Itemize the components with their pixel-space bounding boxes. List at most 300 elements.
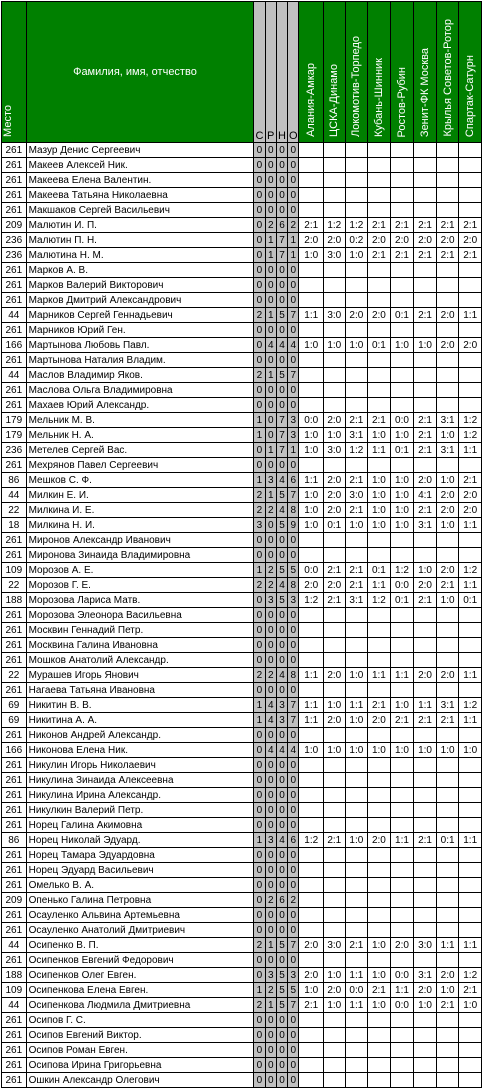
score-cell <box>324 878 346 893</box>
score-cell: 2:0 <box>324 488 346 503</box>
score-cell: 1:2 <box>459 968 482 983</box>
score-cell: 2:1 <box>368 983 391 998</box>
stat-cell: 0 <box>288 533 299 548</box>
table-row <box>2 638 482 653</box>
stat-cell: 0 <box>276 758 287 773</box>
score-cell <box>459 1058 482 1073</box>
stat-cell: 0 <box>265 1058 276 1073</box>
stat-cell: 0 <box>265 653 276 668</box>
name-cell: Морозова Элеонора Васильевна <box>26 608 254 623</box>
score-cell <box>414 638 437 653</box>
score-cell: 2:0 <box>436 563 459 578</box>
score-cell <box>390 323 414 338</box>
stat-cell: 2 <box>254 998 265 1013</box>
place-cell: 261 <box>2 683 27 698</box>
name-cell: Никулкин Валерий Петр. <box>26 803 254 818</box>
stat-cell: 8 <box>288 503 299 518</box>
place-cell: 261 <box>2 548 27 563</box>
name-cell: Осипов Евгений Виктор. <box>26 1028 254 1043</box>
score-cell <box>390 923 414 938</box>
score-cell <box>390 788 414 803</box>
score-cell <box>390 353 414 368</box>
stat-cell: 2 <box>254 938 265 953</box>
stat-cell: 0 <box>276 203 287 218</box>
stat-cell: 0 <box>276 1058 287 1073</box>
score-cell <box>459 908 482 923</box>
score-cell: 1:0 <box>368 428 391 443</box>
score-cell: 2:0 <box>324 473 346 488</box>
match-header: Алания-Амкар <box>299 2 324 143</box>
score-cell <box>436 893 459 908</box>
score-cell <box>299 728 324 743</box>
score-cell <box>414 788 437 803</box>
score-cell <box>299 368 324 383</box>
stat-cell: 0 <box>276 653 287 668</box>
score-cell <box>436 533 459 548</box>
score-cell: 2:0 <box>368 833 391 848</box>
score-cell <box>459 533 482 548</box>
table-row <box>2 893 482 908</box>
place-cell: 236 <box>2 443 27 458</box>
stat-cell: 7 <box>288 368 299 383</box>
name-cell: Никонов Андрей Александр. <box>26 728 254 743</box>
name-cell: Мельник М. В. <box>26 413 254 428</box>
score-cell <box>459 398 482 413</box>
stat-cell: 0 <box>254 953 265 968</box>
stat-cell: 0 <box>276 458 287 473</box>
score-cell: 2:1 <box>459 218 482 233</box>
score-cell <box>299 803 324 818</box>
stat-cell: 0 <box>254 383 265 398</box>
place-cell: 261 <box>2 203 27 218</box>
stat-cell: 0 <box>288 1013 299 1028</box>
score-cell: 2:0 <box>324 983 346 998</box>
score-cell <box>299 383 324 398</box>
score-cell <box>324 263 346 278</box>
score-cell: 2:1 <box>345 578 368 593</box>
score-cell: 1:0 <box>299 338 324 353</box>
stat-cell: 2 <box>254 308 265 323</box>
score-cell: 2:1 <box>459 983 482 998</box>
score-cell <box>414 458 437 473</box>
stat-cell: 0 <box>276 188 287 203</box>
score-cell <box>459 638 482 653</box>
score-cell <box>368 1013 391 1028</box>
place-header: Место <box>2 2 27 143</box>
score-cell <box>459 953 482 968</box>
stat-cell: 9 <box>288 518 299 533</box>
stat-cell: 0 <box>288 1028 299 1043</box>
score-cell <box>299 818 324 833</box>
name-cell: Москвин Геннадий Петр. <box>26 623 254 638</box>
stat-cell: 2 <box>265 983 276 998</box>
stat-cell: 0 <box>265 908 276 923</box>
stat-cell: 0 <box>288 863 299 878</box>
score-cell: 1:1 <box>299 713 324 728</box>
score-cell: 3:1 <box>345 428 368 443</box>
stat-cell: 0 <box>276 398 287 413</box>
stat-cell: 0 <box>265 458 276 473</box>
table-row <box>2 218 482 233</box>
stat-cell: 0 <box>254 233 265 248</box>
name-cell: Осипенков Олег Евген. <box>26 968 254 983</box>
score-cell: 2:0 <box>324 578 346 593</box>
score-cell <box>299 1013 324 1028</box>
table-row <box>2 863 482 878</box>
score-cell <box>324 623 346 638</box>
stat-cell: 0 <box>276 773 287 788</box>
place-cell: 69 <box>2 713 27 728</box>
table-row <box>2 1058 482 1073</box>
stat-cell: 1 <box>265 488 276 503</box>
score-cell: 2:1 <box>414 443 437 458</box>
stat-cell: 0 <box>276 1013 287 1028</box>
score-cell <box>324 758 346 773</box>
score-cell <box>368 458 391 473</box>
name-cell: Осипов Г. С. <box>26 1013 254 1028</box>
score-cell <box>324 848 346 863</box>
score-cell <box>324 1013 346 1028</box>
score-cell <box>324 1058 346 1073</box>
place-cell: 261 <box>2 278 27 293</box>
score-cell <box>390 1013 414 1028</box>
score-cell <box>345 863 368 878</box>
score-cell <box>390 1043 414 1058</box>
table-row <box>2 548 482 563</box>
stat-cell: 0 <box>276 803 287 818</box>
stat-cell: 0 <box>276 323 287 338</box>
stat-cell: 7 <box>276 428 287 443</box>
stat-cell: 0 <box>265 788 276 803</box>
score-cell <box>390 458 414 473</box>
score-cell: 1:0 <box>368 518 391 533</box>
score-cell <box>368 803 391 818</box>
stat-cell: 0 <box>265 158 276 173</box>
score-cell <box>299 278 324 293</box>
score-cell <box>345 548 368 563</box>
stat-header: О <box>288 2 299 143</box>
score-cell: 1:0 <box>368 998 391 1013</box>
stat-cell: 0 <box>265 263 276 278</box>
score-cell <box>436 788 459 803</box>
score-cell: 1:0 <box>436 593 459 608</box>
name-cell: Никулин Игорь Николаевич <box>26 758 254 773</box>
score-cell <box>324 158 346 173</box>
score-cell: 1:2 <box>368 593 391 608</box>
score-cell: 1:0 <box>459 743 482 758</box>
score-cell <box>436 638 459 653</box>
score-cell <box>368 158 391 173</box>
stat-cell: 4 <box>276 473 287 488</box>
place-cell: 166 <box>2 743 27 758</box>
score-cell <box>324 953 346 968</box>
stat-cell: 5 <box>276 593 287 608</box>
name-cell: Норец Николай Эдуард. <box>26 833 254 848</box>
table-row <box>2 518 482 533</box>
score-cell: 0:1 <box>436 833 459 848</box>
score-cell <box>299 1058 324 1073</box>
score-cell <box>345 893 368 908</box>
score-cell <box>324 203 346 218</box>
stat-cell: 1 <box>254 563 265 578</box>
score-cell: 1:1 <box>368 578 391 593</box>
score-cell: 1:2 <box>299 833 324 848</box>
score-cell: 1:2 <box>459 428 482 443</box>
table-row <box>2 983 482 998</box>
stat-cell: 1 <box>265 233 276 248</box>
stat-cell: 2 <box>254 668 265 683</box>
score-cell <box>390 638 414 653</box>
table-row <box>2 473 482 488</box>
score-cell: 3:1 <box>436 413 459 428</box>
place-cell: 261 <box>2 458 27 473</box>
stat-cell: 0 <box>254 638 265 653</box>
score-cell <box>436 383 459 398</box>
place-cell: 261 <box>2 293 27 308</box>
score-cell <box>345 1058 368 1073</box>
score-cell <box>436 923 459 938</box>
score-cell <box>414 368 437 383</box>
score-cell <box>459 323 482 338</box>
place-cell: 44 <box>2 938 27 953</box>
name-cell: Никитин В. В. <box>26 698 254 713</box>
score-cell: 1:0 <box>390 518 414 533</box>
stat-cell: 0 <box>276 728 287 743</box>
score-cell: 1:2 <box>345 218 368 233</box>
table-row <box>2 368 482 383</box>
stat-cell: 4 <box>288 338 299 353</box>
score-cell: 1:0 <box>390 698 414 713</box>
stat-cell: 2 <box>254 503 265 518</box>
stat-cell: 0 <box>254 218 265 233</box>
score-cell <box>459 1013 482 1028</box>
score-cell <box>436 863 459 878</box>
score-cell <box>436 353 459 368</box>
score-cell <box>324 893 346 908</box>
score-cell <box>368 683 391 698</box>
score-cell: 2:0 <box>368 308 391 323</box>
name-cell: Ошкин Александр Олегович <box>26 1073 254 1088</box>
place-cell: 261 <box>2 398 27 413</box>
score-cell: 1:1 <box>459 938 482 953</box>
score-cell <box>368 1028 391 1043</box>
score-cell: 3:0 <box>345 488 368 503</box>
score-cell: 2:0 <box>324 413 346 428</box>
score-cell <box>459 728 482 743</box>
stat-cell: 0 <box>254 728 265 743</box>
score-cell: 1:0 <box>459 998 482 1013</box>
score-cell: 2:1 <box>390 713 414 728</box>
stat-cell: 0 <box>265 683 276 698</box>
table-row <box>2 143 482 158</box>
score-cell <box>436 653 459 668</box>
score-cell <box>436 458 459 473</box>
score-cell <box>459 653 482 668</box>
score-cell <box>436 953 459 968</box>
stat-cell: 8 <box>288 668 299 683</box>
stat-cell: 0 <box>288 818 299 833</box>
stat-cell: 5 <box>276 308 287 323</box>
score-cell: 1:0 <box>324 998 346 1013</box>
stat-cell: 0 <box>265 428 276 443</box>
score-cell: 2:0 <box>414 233 437 248</box>
stat-cell: 5 <box>276 938 287 953</box>
stat-cell: 7 <box>288 938 299 953</box>
score-cell: 3:0 <box>324 938 346 953</box>
score-cell <box>324 383 346 398</box>
score-cell <box>324 863 346 878</box>
place-cell: 166 <box>2 338 27 353</box>
score-cell <box>368 173 391 188</box>
name-cell: Милкина И. Е. <box>26 503 254 518</box>
stat-cell: 0 <box>254 548 265 563</box>
score-cell <box>414 803 437 818</box>
table-row <box>2 413 482 428</box>
score-cell <box>324 533 346 548</box>
score-cell <box>390 818 414 833</box>
stat-cell: 0 <box>265 638 276 653</box>
score-cell <box>459 1043 482 1058</box>
score-cell <box>414 758 437 773</box>
score-cell <box>390 1058 414 1073</box>
score-cell <box>414 143 437 158</box>
stat-cell: 0 <box>288 638 299 653</box>
score-cell <box>436 143 459 158</box>
score-cell <box>345 1013 368 1028</box>
stat-cell: 0 <box>276 353 287 368</box>
score-cell <box>368 923 391 938</box>
score-cell: 1:0 <box>390 473 414 488</box>
score-cell <box>414 278 437 293</box>
score-cell <box>324 293 346 308</box>
score-cell <box>368 653 391 668</box>
score-cell: 3:1 <box>414 518 437 533</box>
score-cell <box>345 1028 368 1043</box>
score-cell <box>414 263 437 278</box>
score-cell <box>436 158 459 173</box>
name-cell: Осипенкова Елена Евген. <box>26 983 254 998</box>
name-cell: Норец Тамара Эдуардовна <box>26 848 254 863</box>
score-cell <box>368 848 391 863</box>
score-cell <box>299 533 324 548</box>
score-cell <box>414 188 437 203</box>
score-cell <box>345 773 368 788</box>
stat-cell: 0 <box>276 953 287 968</box>
name-cell: Марков А. В. <box>26 263 254 278</box>
score-cell <box>390 1073 414 1088</box>
stat-cell: 2 <box>254 368 265 383</box>
stat-cell: 0 <box>254 908 265 923</box>
score-cell <box>436 803 459 818</box>
stat-cell: 0 <box>288 203 299 218</box>
place-cell: 261 <box>2 878 27 893</box>
stat-cell: 0 <box>254 533 265 548</box>
score-cell <box>345 188 368 203</box>
score-cell <box>390 683 414 698</box>
score-cell <box>324 458 346 473</box>
table-row <box>2 668 482 683</box>
score-cell: 2:1 <box>345 503 368 518</box>
stat-cell: 0 <box>254 443 265 458</box>
name-cell: Махаев Юрий Александр. <box>26 398 254 413</box>
place-cell: 261 <box>2 773 27 788</box>
stat-cell: 4 <box>288 743 299 758</box>
table-row <box>2 293 482 308</box>
score-cell <box>368 533 391 548</box>
table-row <box>2 158 482 173</box>
stat-cell: 0 <box>276 878 287 893</box>
score-cell <box>324 683 346 698</box>
score-cell <box>436 188 459 203</box>
score-cell: 2:1 <box>414 833 437 848</box>
score-cell: 2:1 <box>324 593 346 608</box>
table-row <box>2 203 482 218</box>
score-cell: 0:0 <box>390 998 414 1013</box>
stat-header: Р <box>265 2 276 143</box>
score-cell: 1:0 <box>390 488 414 503</box>
stat-cell: 7 <box>288 698 299 713</box>
stat-cell: 0 <box>254 878 265 893</box>
score-cell: 1:0 <box>368 503 391 518</box>
stat-cell: 6 <box>276 893 287 908</box>
table-row <box>2 608 482 623</box>
stat-cell: 0 <box>276 1028 287 1043</box>
score-cell: 1:0 <box>299 983 324 998</box>
table-row <box>2 698 482 713</box>
score-cell <box>299 848 324 863</box>
score-cell <box>390 803 414 818</box>
score-cell: 1:1 <box>368 668 391 683</box>
score-cell <box>436 1028 459 1043</box>
score-cell <box>390 773 414 788</box>
stat-cell: 0 <box>276 533 287 548</box>
table-row <box>2 383 482 398</box>
score-cell: 2:1 <box>436 578 459 593</box>
score-cell <box>414 1058 437 1073</box>
score-cell: 1:0 <box>345 338 368 353</box>
stat-cell: 6 <box>288 473 299 488</box>
stat-cell: 0 <box>254 653 265 668</box>
score-cell: 2:1 <box>436 248 459 263</box>
score-cell <box>368 398 391 413</box>
place-cell: 261 <box>2 1058 27 1073</box>
stat-cell: 7 <box>276 443 287 458</box>
name-cell: Миронова Зинаида Владимировна <box>26 548 254 563</box>
name-cell: Макеева Елена Валентин. <box>26 173 254 188</box>
score-cell <box>345 953 368 968</box>
stat-cell: 0 <box>288 848 299 863</box>
score-cell: 1:2 <box>459 563 482 578</box>
score-cell: 2:0 <box>299 233 324 248</box>
table-row <box>2 488 482 503</box>
place-cell: 188 <box>2 593 27 608</box>
stat-cell: 0 <box>265 533 276 548</box>
score-cell <box>390 893 414 908</box>
stat-cell: 0 <box>265 413 276 428</box>
score-cell: 0:1 <box>390 308 414 323</box>
match-header: Ростов-Рубин <box>390 2 414 143</box>
stat-cell: 0 <box>288 1058 299 1073</box>
score-cell <box>345 728 368 743</box>
stat-cell: 0 <box>276 548 287 563</box>
stat-cell: 3 <box>288 413 299 428</box>
table-row <box>2 833 482 848</box>
stat-cell: 0 <box>288 398 299 413</box>
score-cell <box>390 173 414 188</box>
score-cell <box>345 323 368 338</box>
score-cell: 2:1 <box>390 248 414 263</box>
score-cell: 0:1 <box>324 518 346 533</box>
